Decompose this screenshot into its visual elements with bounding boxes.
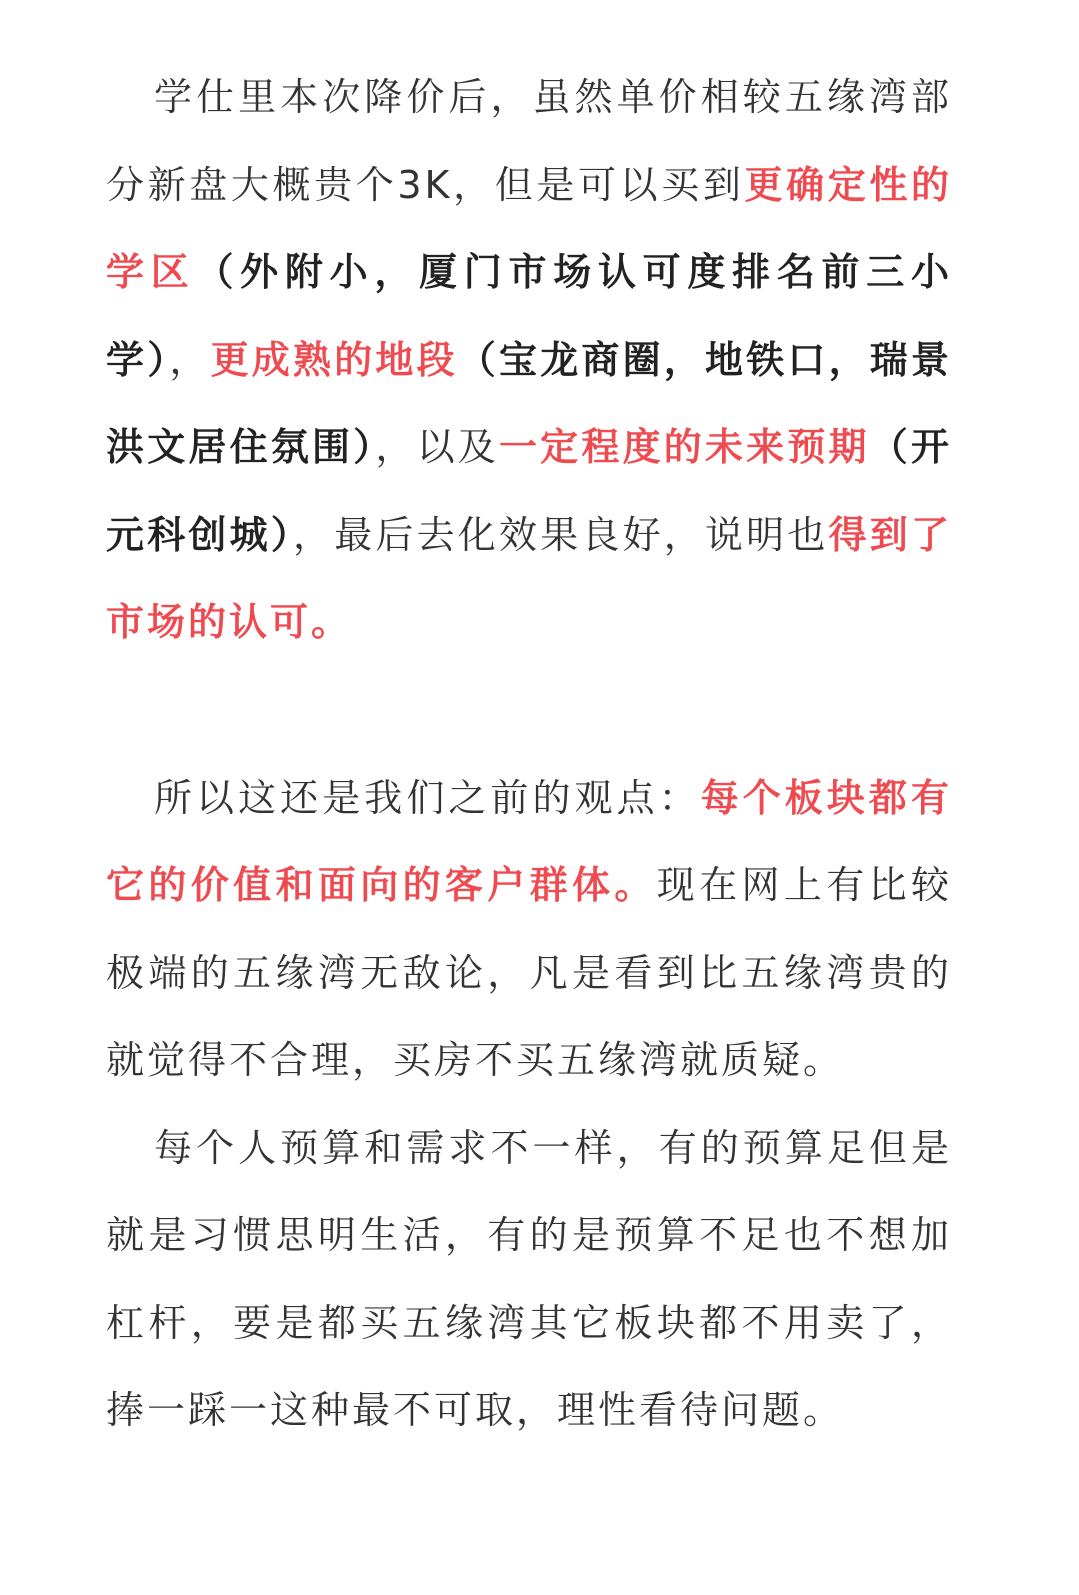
text-segment: ，最后去化效果良好，说明也 [293,512,829,557]
future-detail: （开元科创城） [106,425,952,557]
text-segment: 所以这还是我们之前的观点： [154,775,701,820]
highlight-market-recognition: 得到了市场的认可。 [106,512,952,644]
paragraph-spacer [106,667,952,755]
text-segment: 每个人预算和需求不一样，有的预算足但是就是习惯思明生活，有的是预算不足也不想加杠杆，要是都买五缘湾其它板块都不用卖了，捧一踩一这种最不可取，理性看待问题。 [106,1125,952,1432]
article-body [106,54,952,1455]
highlight-school-district: 更确定性的学区 [106,162,952,294]
highlight-future-expectation: 一定程度的未来预期 [498,425,870,469]
paragraph-budget-needs [106,1105,952,1455]
paragraph-viewpoint [106,755,952,1105]
location-detail: （宝龙商圈，地铁口，瑞景洪文居住氛围） [106,337,952,469]
highlight-location: 更成熟的地段 [210,337,458,382]
paragraph-xueshili-price [106,54,952,667]
text-segment: ， [169,337,211,382]
text-segment: 现在网上有比较极端的五缘湾无敌论，凡是看到比五缘湾贵的就觉得不合理，买房不买五缘湾就质疑。 [106,863,952,1082]
highlight-each-block-value: 每个板块都有它的价值和面向的客户群体。 [106,775,952,907]
text-segment: 学仕里本次降价后，虽然单价相较五缘湾部分新盘大概贵个3K，但是可以买到 [106,75,952,207]
text-segment: ，以及 [375,425,499,469]
school-detail: （外附小，厦门市场认可度排名前三小学） [106,250,952,382]
